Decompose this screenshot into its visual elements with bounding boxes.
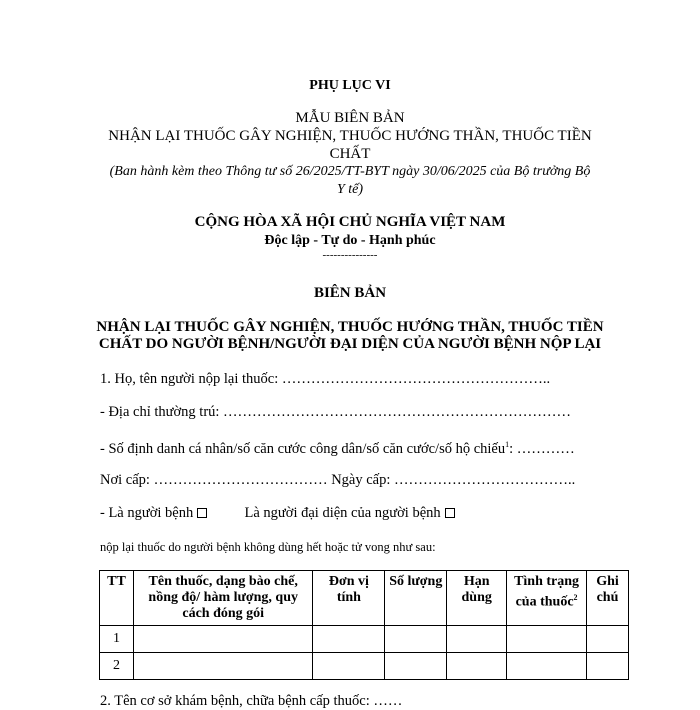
header-expiry: Hạn dùng	[447, 571, 507, 626]
field-permanent-address: - Địa chỉ thường trú: ………………………………………………………………	[100, 404, 572, 420]
country-name: CỘNG HÒA XÃ HỘI CHỦ NGHĨA VIỆT NAM	[194, 214, 506, 230]
header-quantity: Số lượng	[385, 571, 447, 626]
representative-checkbox[interactable]	[445, 508, 455, 518]
document-title: BIÊN BẢN	[313, 285, 387, 301]
issued-by-line-1: (Ban hành kèm theo Thông tư số 26/2025/TT-BYT ngày 30/06/2025 của Bộ trưởng Bộ	[109, 164, 591, 179]
header-drug-name: Tên thuốc, dạng bào chế, nồng độ/ hàm lượng, quy cách đóng gói	[133, 571, 313, 626]
motto-underline: ---------------	[322, 249, 378, 261]
representative-label: Là người đại diện của người bệnh	[244, 505, 441, 521]
field-id-number	[100, 436, 575, 458]
id-number-dots: : …………	[509, 440, 575, 457]
document-subtitle-line-2: CHẤT DO NGƯỜI BỆNH/NGƯỜI ĐẠI DIỆN CỦA NGƯỜI BỆNH NỘP LẠI	[98, 336, 602, 352]
row-number: 1	[100, 626, 134, 653]
header-note: Ghi chú	[587, 571, 629, 626]
field-issue-place-date: Nơi cấp: ……………………………… Ngày cấp: ………………………………..	[100, 472, 576, 488]
table-row	[100, 653, 629, 680]
footnote-marker-1: 1	[505, 440, 510, 449]
national-motto: Độc lập - Tự do - Hạnh phúc	[264, 233, 436, 248]
drug-return-table	[99, 570, 629, 680]
role-checkbox-row	[100, 504, 455, 522]
form-title-line-3: CHẤT	[329, 146, 371, 162]
document-subtitle-line-1: NHẬN LẠI THUỐC GÂY NGHIỆN, THUỐC HƯỚNG THẦN, THUỐC TIỀN	[96, 319, 604, 335]
appendix-title: PHỤ LỤC VI	[309, 78, 391, 93]
field-submitter-name: 1. Họ, tên người nộp lại thuốc: ………………………………………………..	[100, 371, 551, 387]
header-drug-status: Tình trạng của thuốc$^2$	[507, 571, 587, 626]
table-row	[100, 626, 629, 653]
header-unit: Đơn vị tính	[313, 571, 385, 626]
table-header-row	[100, 571, 629, 626]
form-title-line-2: NHẬN LẠI THUỐC GÂY NGHIỆN, THUỐC HƯỚNG THẦN, THUỐC TIỀN	[108, 128, 592, 144]
patient-label: - Là người bệnh	[100, 505, 194, 521]
patient-checkbox[interactable]	[197, 508, 207, 518]
row-number: 2	[100, 653, 134, 680]
issued-by-line-2: Y tế)	[336, 182, 364, 197]
field-facility-name-partial: 2. Tên cơ sở khám bệnh, chữa bệnh cấp thuốc: ……	[100, 693, 403, 709]
table-intro-text: nộp lại thuốc do người bệnh không dùng hết hoặc tử vong như sau:	[100, 540, 436, 554]
header-tt: TT	[100, 571, 134, 626]
id-number-label: - Số định danh cá nhân/số căn cước công dân/số căn cước/số hộ chiếu	[100, 440, 506, 457]
footnote-marker-2: 2	[573, 593, 578, 602]
form-title-line-1: MẪU BIÊN BẢN	[295, 110, 405, 126]
